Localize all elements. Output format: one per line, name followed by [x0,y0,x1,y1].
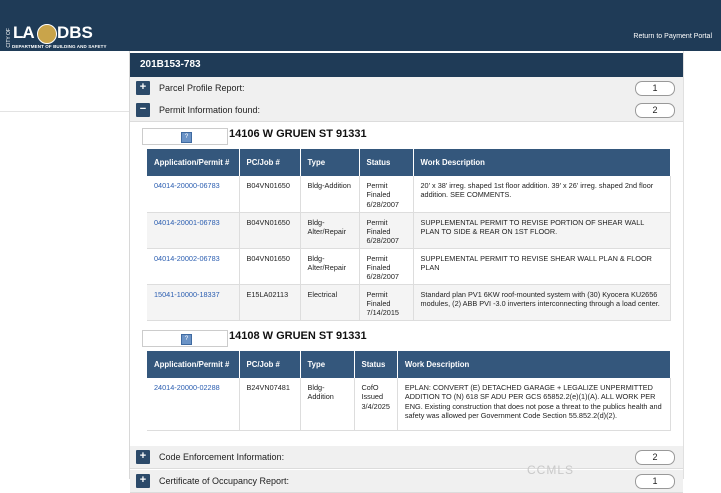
column-header-work-description[interactable]: Work Description [413,149,671,176]
table-row [147,176,671,212]
column-header-pc-job[interactable]: PC/Job # [239,351,300,378]
address-heading: 14106 W GRUEN ST 91331 [229,128,367,140]
logo-dbs-text: DBS [57,23,93,42]
section-label: Permit Information found: [159,105,261,115]
column-header-permit[interactable]: Application/Permit # [147,149,239,176]
type-cell: Bldg-Addition [300,176,359,212]
type-cell: Bldg-Alter/Repair [300,212,359,248]
column-header-status[interactable]: Status [359,149,413,176]
work-description-cell: EPLAN: CONVERT (E) DETACHED GARAGE + LEGALIZE UNPERMITTED ADDITION TO (N) 618 SF ADU PER GCS 65852.2(e)(1)(A). ALL WORK PER ENG. Existing construction that does not pose a threat to the publics health and safety was allowed per Government Code Section 55.852.2(d)(2). [397,378,670,430]
status-cell: Permit Finaled 6/28/2007 [359,212,413,248]
watermark: CCMLS [527,463,575,477]
column-header-work-description[interactable]: Work Description [397,351,670,378]
address-map-button[interactable] [142,330,228,347]
left-pane [0,51,130,479]
table-row [147,212,671,248]
permit-link[interactable]: 04014-20001-06783 [154,217,220,227]
table-row [147,248,671,284]
status-cell: Permit Finaled 7/14/2015 [359,284,413,320]
section-label: Code Enforcement Information: [159,452,285,462]
status-cell: CofO Issued 3/4/2025 [354,378,397,430]
pc-job-cell: B04VN01650 [239,176,300,212]
work-description-cell: 20' x 38' irreg. shaped 1st floor addition. 39' x 26' irreg. shaped 2nd floor addition. SEE COMMENTS. [413,176,671,212]
permits-table [147,351,671,431]
table-row [147,284,671,320]
count-badge: 2 [635,450,675,465]
header-bar [0,0,721,51]
logo-city-text: CITY OF [6,28,12,48]
column-header-type[interactable]: Type [300,149,359,176]
section-parcel-profile[interactable] [130,77,683,100]
column-header-type[interactable]: Type [300,351,354,378]
section-certificate-of-occupancy[interactable] [130,470,683,493]
page-title: 201B153-783 [130,53,683,77]
count-badge: 2 [635,103,675,118]
address-map-button[interactable] [142,128,228,145]
expand-plus-icon[interactable]: + [136,450,150,464]
pc-job-cell: B24VN07481 [239,378,300,430]
type-cell: Bldg-Addition [300,378,354,430]
table-row [147,378,671,430]
work-description-cell: SUPPLEMENTAL PERMIT TO REVISE SHEAR WALL PLAN & FLOOR PLAN [413,248,671,284]
type-cell: Electrical [300,284,359,320]
logo-la-text: LA [13,23,34,42]
collapse-minus-icon[interactable]: − [136,103,150,117]
permit-link[interactable]: 04014-20000-06783 [154,181,220,190]
left-pane-divider [0,111,129,112]
column-header-permit[interactable]: Application/Permit # [147,351,239,378]
pc-job-cell: B04VN01650 [239,248,300,284]
map-image-icon: ? [181,334,192,345]
column-header-pc-job[interactable]: PC/Job # [239,149,300,176]
work-description-cell: SUPPLEMENTAL PERMIT TO REVISE PORTION OF SHEAR WALL PLAN TO SIDE & REAR ON 1ST FLOOR. [413,212,671,248]
map-image-icon: ? [181,132,192,143]
permit-link[interactable]: 04014-20002-06783 [154,253,220,263]
expand-plus-icon[interactable]: + [136,81,150,95]
type-cell: Bldg-Alter/Repair [300,248,359,284]
section-label: Certificate of Occupancy Report: [159,476,290,486]
section-code-enforcement[interactable] [130,446,683,469]
pc-job-cell: E15LA02113 [239,284,300,320]
count-badge: 1 [635,81,675,96]
count-badge: 1 [635,474,675,489]
pc-job-cell: B04VN01650 [239,212,300,248]
status-cell: Permit Finaled 6/28/2007 [359,248,413,284]
right-gutter [683,51,721,479]
column-header-status[interactable]: Status [354,351,397,378]
status-cell: Permit Finaled 6/28/2007 [359,176,413,212]
permit-link[interactable]: 15041-10000-18337 [154,289,220,299]
main-panel [130,51,683,486]
section-permit-information[interactable] [130,99,683,122]
permits-table [147,149,671,321]
return-to-payment-portal-link[interactable]: Return to Payment Portal [633,33,712,40]
section-label: Parcel Profile Report: [159,83,245,93]
address-heading: 14108 W GRUEN ST 91331 [229,330,367,342]
logo-department-text: DEPARTMENT OF BUILDING AND SAFETY [12,44,107,49]
permit-link[interactable]: 24014-20000-02288 [154,383,220,392]
expand-plus-icon[interactable]: + [136,474,150,488]
work-description-cell: Standard plan PV1 6KW roof-mounted system with (30) Kyocera KU2656 modules, (2) ABB PVI -3.0 inverters interconnecting through a load center. [413,284,671,320]
city-seal-icon [37,24,57,44]
